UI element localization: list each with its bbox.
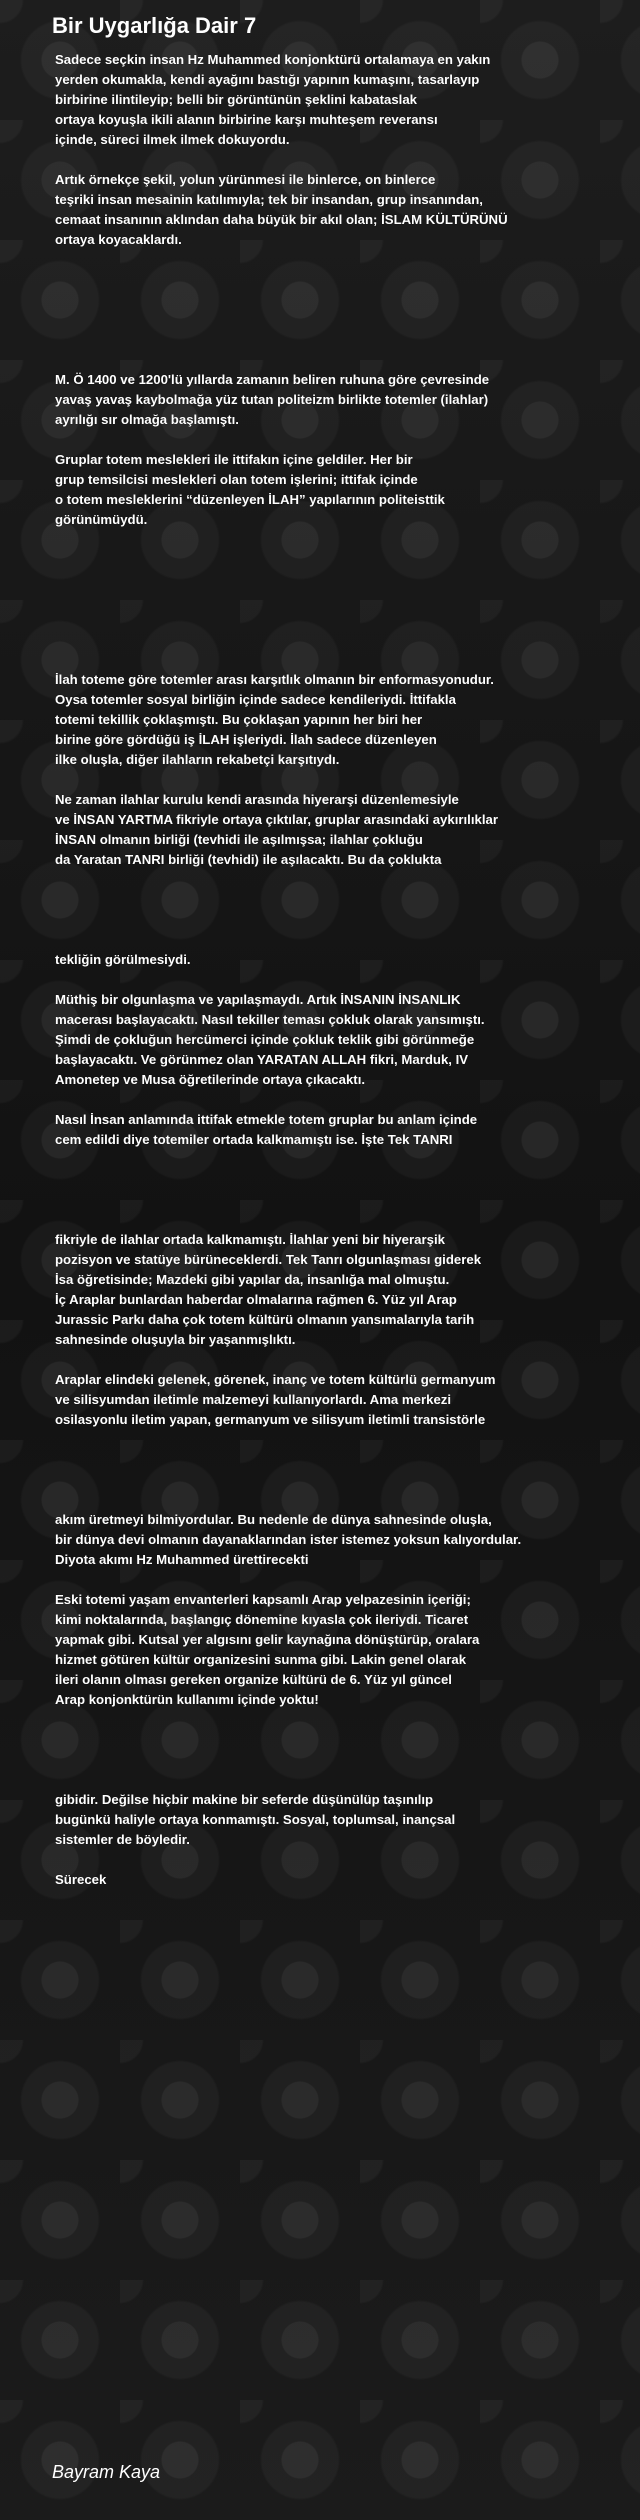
poem-line: ayrılığı sır olmağa başlamıştı. [55,412,239,427]
blank-line [55,1090,635,1110]
poem-line: başlayacaktı. Ve görünmez olan YARATAN ALLAH fikri, Marduk, IV [55,1052,469,1067]
poem-line: Diyota akımı Hz Muhammed ürettirecekti [55,1552,309,1567]
poem-line: teşriki insan mesainin katılımıyla; tek bir insandan, grup insanından, [55,192,483,207]
blank-line [55,910,635,930]
poem-line: Sadece seçkin insan Hz Muhammed konjonktürü ortalamaya en yakın [55,52,491,67]
poem-line: sahnesinde oluşuyla bir yaşanmışlıktı. [55,1332,296,1347]
blank-line [55,610,635,630]
poem-line: birbirine ilintileyip; belli bir görüntünün şeklini kabataslak [55,92,417,107]
poem-line: Nasıl İnsan anlamında ittifak etmekle totem gruplar bu anlam içinde [55,1112,478,1127]
poem-line: Eski totemi yaşam envanterleri kapsamlı Arap yelpazesinin içeriği; [55,1592,471,1607]
poem-line: ve İNSAN YARTMA fikriyle ortaya çıktılar, gruplar arasındaki aykırılıklar [55,812,498,827]
poem-line: ortaya koyuşla ikili alanın birbirine karşı muhteşem reveransı [55,112,438,127]
blank-line [55,970,635,990]
blank-line [55,890,635,910]
poem-line: Müthiş bir olgunlaşma ve yapılaşmaydı. Artık İNSANIN İNSANLIK [55,992,461,1007]
blank-line [55,590,635,610]
poem-line: gibidir. Değilse hiçbir makine bir seferde düşünülüp taşınılıp [55,1792,434,1807]
poem-line: cemaat insanının aklından daha büyük bir akıl olan; İSLAM KÜLTÜRÜNÜ [55,212,508,227]
poem-line: birine göre gördüğü iş İLAH işleriydi. İlah sadece düzenleyen [55,732,437,747]
blank-line [55,770,635,790]
poem-line: totemi tekillik çoklaşmıştı. Bu çoklaşan yapının her biri her [55,712,423,727]
blank-line [55,630,635,650]
blank-line [55,1470,635,1490]
poem-line: pozisyon ve statüye bürüneceklerdi. Tek Tanrı olgunlaşması giderek [55,1252,482,1267]
poem-line: Ne zaman ilahlar kurulu kendi arasında hiyerarşi düzenlemesiyle [55,792,459,807]
poem-line: macerası başlayacaktı. Nasıl tekiller teması çokluk olarak yansımıştı. [55,1012,485,1027]
blank-line [55,430,635,450]
poem-line: grup temsilcisi meslekleri olan totem işlerini; ittifak içinde [55,472,418,487]
poem-line: o totem mesleklerini “düzenleyen İLAH” yapılarının politeisttik [55,492,445,507]
blank-line [55,1190,635,1210]
blank-line [55,1350,635,1370]
poem-line: cem edildi diye totemiler ortada kalkmamıştı ise. İşte Tek TANRI [55,1132,453,1147]
poem-line: Jurassic Parkı daha çok totem kültürü olmanın yansımalarıyla tarih [55,1312,475,1327]
poem-line: bir dünya devi olmanın dayanaklarından ister istemez yoksun kalıyordular. [55,1532,522,1547]
poem-line: Amonetep ve Musa öğretilerinde ortaya çıkacaktı. [55,1072,366,1087]
poem-line: görünümüydü. [55,512,148,527]
blank-line [55,550,635,570]
poem-line: İlah toteme göre totemler arası karşıtlık olmanın bir enformasyonudur. [55,672,494,687]
blank-line [55,1850,635,1870]
poem-line: içinde, süreci ilmek ilmek dokuyordu. [55,132,290,147]
poem-line: İNSAN olmanın birliği (tevhidi ile aşılmışsa; ilahlar çokluğu [55,832,423,847]
blank-line [55,570,635,590]
blank-line [55,1710,635,1730]
poem-line: kimi noktalarında, başlangıç dönemine kıyasla çok ileriydi. Ticaret [55,1612,469,1627]
poem-line: fikriyle de ilahlar ortada kalkmamıştı. İlahlar yeni bir hiyerarşik [55,1232,445,1247]
poem-line: sistemler de böyledir. [55,1832,190,1847]
poem-title: Bir Uygarlığa Dair 7 [52,13,257,38]
poem-line: yerden okumakla, kendi ayağını bastığı yapının kumaşını, tasarlayıp [55,72,480,87]
blank-line [55,1490,635,1510]
poem-line: Araplar elindeki gelenek, görenek, inanç ve totem kültürlü germanyum [55,1372,496,1387]
poem-line: Oysa totemler sosyal birliğin içinde sadece kendileriydi. İttifakla [55,692,456,707]
blank-line [55,1570,635,1590]
blank-line [55,530,635,550]
blank-line [55,1750,635,1770]
poem-line: osilasyonlu iletim yapan, germanyum ve silisyum iletimli transistörle [55,1412,486,1427]
poem-line: ortaya koyacaklardı. [55,232,182,247]
poem-line: İsa öğretisinde; Mazdeki gibi yapılar da, insanlığa mal olmuştu. [55,1272,450,1287]
blank-line [55,1730,635,1750]
blank-line [55,330,635,350]
blank-line [55,1210,635,1230]
poem-line: ilke oluşla, diğer ilahların rekabetçi karşıtıydı. [55,752,340,767]
blank-line [55,870,635,890]
poem-line: da Yaratan TANRI birliği (tevhidi) ile aşılacaktı. Bu da çoklukta [55,852,442,867]
blank-line [55,1450,635,1470]
poem-line: Sürecek [55,1872,107,1887]
poem-line: akım üretmeyi bilmiyordular. Bu nedenle de dünya sahnesinde oluşla, [55,1512,492,1527]
blank-line [55,650,635,670]
poem-line: M. Ö 1400 ve 1200'lü yıllarda zamanın beliren ruhuna göre çevresinde [55,372,490,387]
blank-line [55,1170,635,1190]
poem-line: Gruplar totem meslekleri ile ittifakın içine geldiler. Her bir [55,452,413,467]
poem-line: yavaş yavaş kaybolmağa yüz tutan politeizm birlikte totemler (ilahlar) [55,392,489,407]
blank-line [55,930,635,950]
poem-line: tekliğin görülmesiydi. [55,952,191,967]
poem-line: yapmak gibi. Kutsal yer algısını gelir kaynağına dönüştürüp, oralara [55,1632,480,1647]
poem-line: ve silisyumdan iletimle malzemeyi kullanıyorlardı. Ama merkezi [55,1392,452,1407]
poem-line: Arap konjonktürün kullanımı içinde yoktu! [55,1692,319,1707]
poem-line: hizmet götüren kültür organizesini sunma gibi. Lakin genel olarak [55,1652,467,1667]
blank-line [55,350,635,370]
poem-line: Şimdi de çokluğun hercümerci içinde çokluk teklik gibi görünmeğe [55,1032,475,1047]
poem-line: ileri olanın olması gereken organize kültürü de 6. Yüz yıl güncel [55,1672,452,1687]
blank-line [55,270,635,290]
poem-body [55,50,635,1890]
blank-line [55,290,635,310]
poem-line: Artık örnekçe şekil, yolun yürünmesi ile binlerce, on binlerce [55,172,436,187]
blank-line [55,150,635,170]
author-signature: Bayram Kaya [52,2462,161,2482]
poem-line: İç Araplar bunlardan haberdar olmalarına rağmen 6. Yüz yıl Arap [55,1292,457,1307]
blank-line [55,310,635,330]
blank-line [55,1430,635,1450]
blank-line [55,1150,635,1170]
blank-line [55,1770,635,1790]
blank-line [55,250,635,270]
poem-line: bugünkü haliyle ortaya konmamıştı. Sosyal, toplumsal, inançsal [55,1812,456,1827]
